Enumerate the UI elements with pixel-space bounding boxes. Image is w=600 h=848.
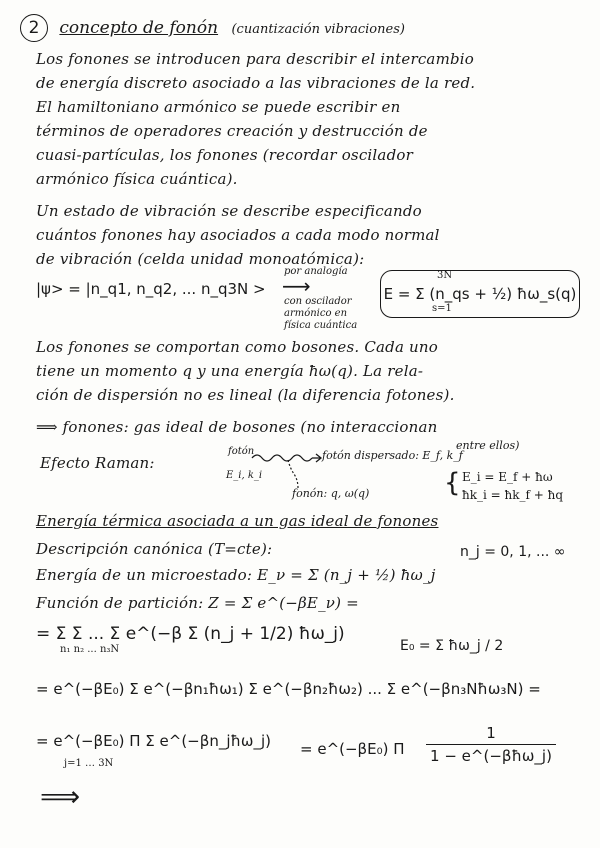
product-fraction [426,724,556,765]
text-line: armónico física cuántica). [36,170,238,188]
partition-function: Función de partición: Z = Σ e^(−βE_ν) = [36,594,359,612]
phonon-wave-icon [288,460,298,488]
zero-point-energy: E₀ = Σ ħω_j / 2 [400,638,504,654]
raman-phonon: fonón: q, ω(q) [292,487,370,500]
conservation-momentum: ħk_i = ħk_f + ħq [462,488,564,502]
bosons-conclusion-note: entre ellos) [456,439,520,452]
analogy-note-1: por analogía [284,266,348,277]
energy-box [380,270,580,318]
section-title: concepto de fonón [59,18,219,38]
state-equation: |ψ> = |n_q1, n_q2, ... n_q3N > [36,280,266,298]
fraction-denominator: 1 − e^(−βħω_j) [426,744,556,765]
text-line: de vibración (celda unidad monoatómica): [36,250,365,268]
canonical-description: Descripción canónica (T=cte): [36,540,273,558]
left-brace-icon: { [444,468,461,498]
implies-arrow-icon: ⟹ [40,780,81,813]
bosons-conclusion: ⟹ fonones: gas ideal de bosones (no interaccionan [36,418,438,436]
section-subtitle: (cuantización vibraciones) [231,22,405,37]
conservation-energy: E_i = E_f + ħω [462,470,553,484]
right-arrow-icon: ⟶ [282,274,311,298]
text-line: cuántos fonones hay asociados a cada modo normal [36,226,440,244]
partition-eq3-mid: = e^(−βE₀) Π [300,740,405,758]
text-line: Los fonones se introducen para describir el intercambio [36,50,475,68]
partition-eq1: = Σ Σ ... Σ e^(−β Σ (n_j + 1/2) ħω_j) [36,624,345,644]
text-line: Un estado de vibración se describe especificando [36,202,422,220]
partition-eq3-left: = e^(−βE₀) Π Σ e^(−βn_jħω_j) [36,732,271,750]
text-line: términos de operadores creación y destrucción de [36,122,428,140]
raman-label: Efecto Raman: [40,454,155,472]
fraction-numerator: 1 [486,724,496,742]
section-header [20,14,405,42]
text-line: Los fonones se comportan como bosones. Cada uno [36,338,439,356]
partition-eq2: = e^(−βE₀) Σ e^(−βn₁ħω₁) Σ e^(−βn₂ħω₂) ... Σ e^(−βn₃Nħω₃N) = [36,680,541,698]
analogy-note-2: con oscilador [284,296,352,307]
boxed-equation: E = Σ (n_qs + ½) ħω_s(q) [383,285,577,303]
section-heading: Energía térmica asociada a un gas ideal de fonones [36,512,439,530]
sum-lower-limit: s=1 [432,303,452,314]
raman-photon-out: fotón dispersado: E_f, k_f [322,449,463,462]
analogy-note-3: armónico en [284,308,348,319]
text-line: de energía discreto asociado a las vibraciones de la red. [36,74,476,92]
analogy-note-4: física cuántica [284,320,358,331]
raman-photon-in: fotón [228,446,255,457]
text-line: ción de dispersión no es lineal (la diferencia fotones). [36,386,455,404]
sum-upper-limit: 3N [437,270,453,281]
photon-wave-icon [252,455,312,461]
microstate-energy: Energía de un microestado: E_ν = Σ (n_j + ½) ħω_j [36,566,436,584]
section-number: 2 [20,14,48,42]
partition-eq1-subscripts: n₁ n₂ ... n₃N [60,644,120,655]
text-line: cuasi-partículas, los fonones (recordar oscilador [36,146,413,164]
product-limits: j=1 … 3N [64,758,114,769]
raman-photon-in-vars: E_i, k_i [226,470,263,481]
text-line: tiene un momento q y una energía ħω(q). La rela- [36,362,424,380]
text-line: El hamiltoniano armónico se puede escribir en [36,98,401,116]
occupation-numbers: n_j = 0, 1, ... ∞ [460,544,566,560]
